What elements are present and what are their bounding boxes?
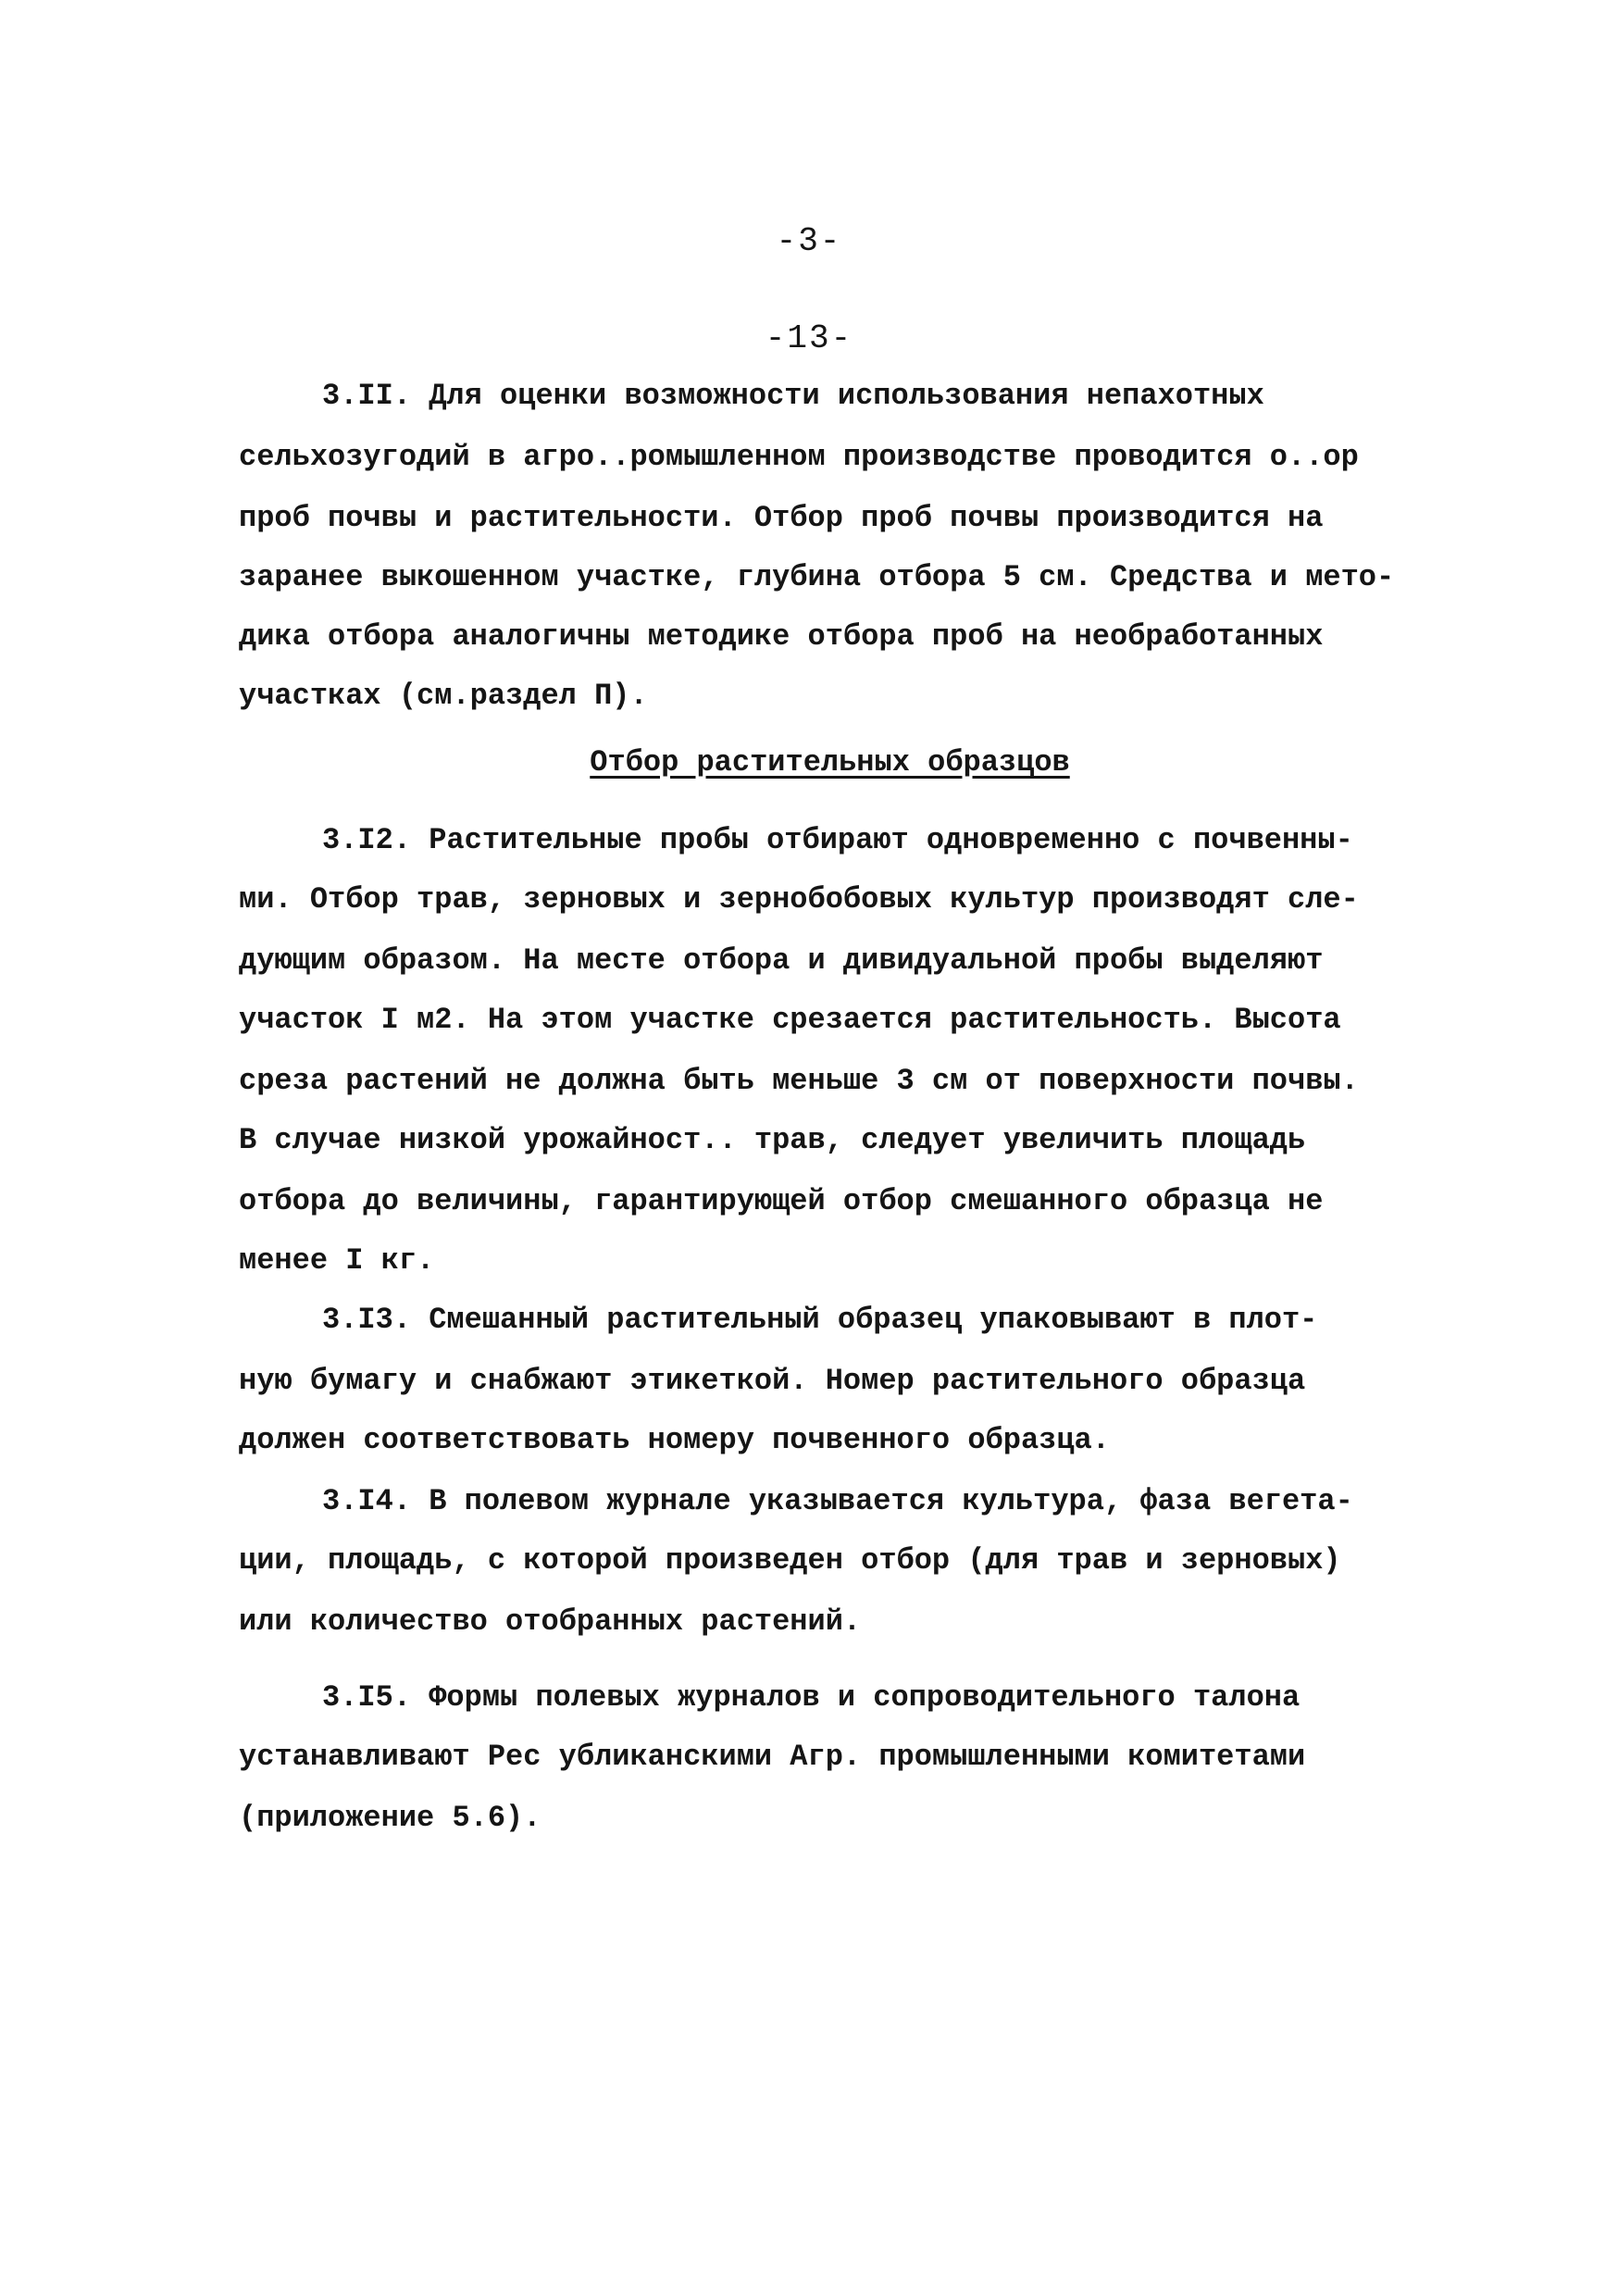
text-line: участок I м2. На этом участке срезается растительность. Высота [239, 1003, 1341, 1037]
section-heading-text: Отбор растительных образцов [590, 745, 1070, 780]
text-line: 3.I4. В полевом журнале указывается культура, фаза вегета- [322, 1484, 1353, 1518]
text-line: проб почвы и растительности. Отбор проб почвы производится на [239, 501, 1324, 535]
text-line: или количество отобранных растений. [239, 1604, 862, 1639]
text-line: (приложение 5.6). [239, 1801, 541, 1835]
text-line: устанавливают Рес убликанскими Агр. промышленными комитетами [239, 1740, 1306, 1774]
text-line: участках (см.раздел П). [239, 679, 648, 713]
text-line: ции, площадь, с которой произведен отбор (для трав и зерновых) [239, 1543, 1341, 1578]
text-line: дика отбора аналогичны методике отбора проб на необработанных [239, 619, 1324, 654]
text-line: 3.I5. Формы полевых журналов и сопроводительного талона [322, 1680, 1301, 1715]
text-line: должен соответствовать номеру почвенного образца. [239, 1423, 1110, 1457]
text-line: дующим образом. На месте отбора и дивидуальной пробы выделяют [239, 943, 1324, 978]
text-line: 3.I3. Смешанный растительный образец упаковывают в плот- [322, 1303, 1318, 1337]
text-line: заранее выкошенном участке, глубина отбора 5 см. Средства и мето- [239, 560, 1395, 594]
text-line: В случае низкой урожайност.. трав, следует увеличить площадь [239, 1123, 1306, 1157]
text-line: менее I кг. [239, 1243, 435, 1278]
text-line: 3.I2. Растительные пробы отбирают одновременно с почвенны- [322, 823, 1353, 857]
text-line: среза растений не должна быть меньше 3 см от поверхности почвы. [239, 1064, 1359, 1098]
text-line: ми. Отбор трав, зерновых и зернобобовых культур производят сле- [239, 882, 1359, 917]
page-number-top: -3- [776, 222, 842, 260]
section-heading [0, 745, 1618, 780]
text-line: 3.II. Для оценки возможности использования непахотных [322, 379, 1264, 413]
text-line: ную бумагу и снабжают этикеткой. Номер растительного образца [239, 1364, 1306, 1398]
text-line: отбора до величины, гарантирующей отбор смешанного образца не [239, 1184, 1324, 1218]
text-line: сельхозугодий в агро..ромышленном производстве проводится о..ор [239, 440, 1359, 474]
page-number-second: -13- [765, 319, 853, 357]
